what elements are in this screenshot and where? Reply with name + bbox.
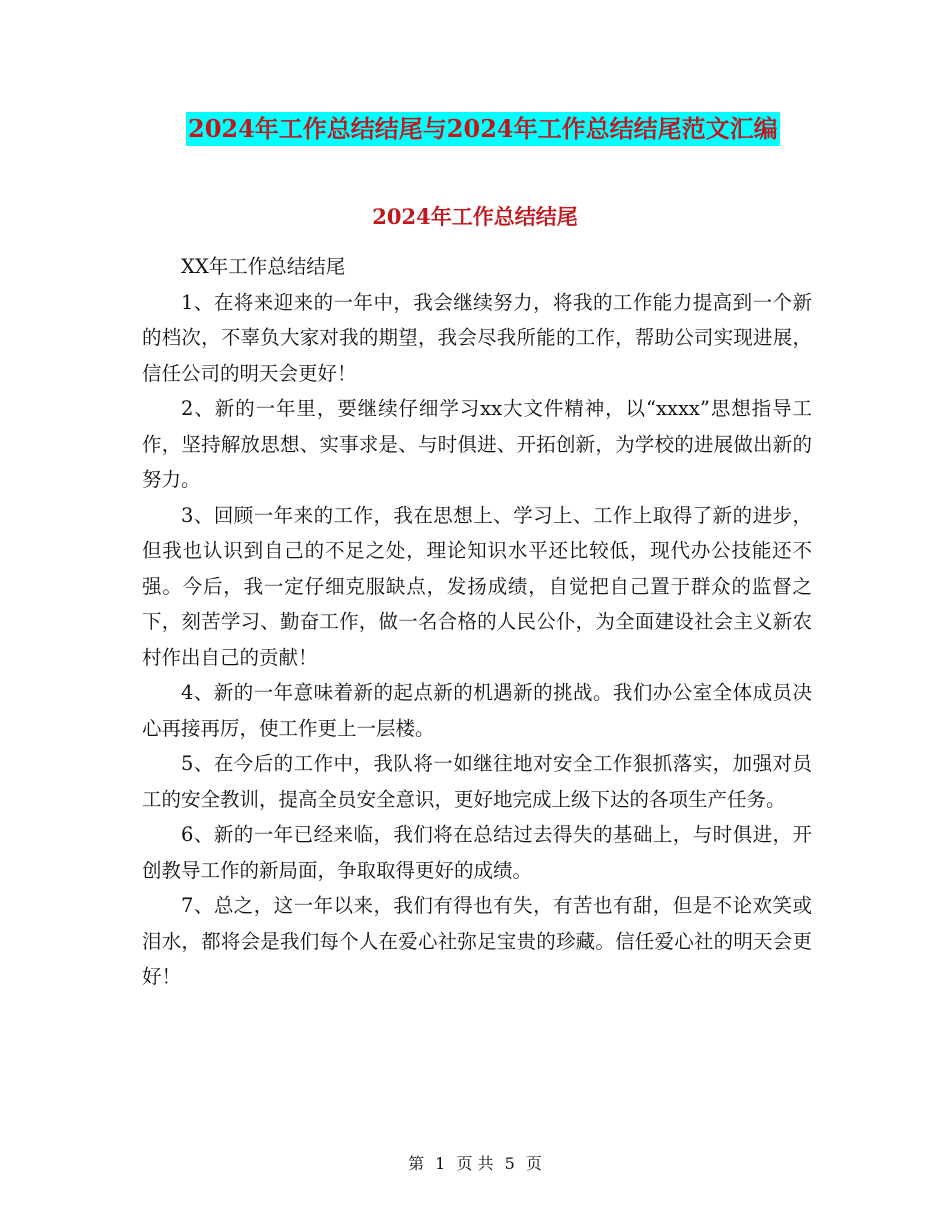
paragraph-7: 7、总之，这一年以来，我们有得也有失，有苦也有甜，但是不论欢笑或泪水，都将会是我们每个人在爱心社弥足宝贵的珍藏。信任爱心社的明天会更好！ [142,894,812,988]
footer-suffix: 页 [525,1154,542,1173]
footer-page-number: 1 [435,1154,446,1173]
document-body [142,249,812,995]
paragraph-1: 1、在将来迎来的一年中，我会继续努力，将我的工作能力提高到一个新的档次，不辜负大家对我的期望，我会尽我所能的工作，帮助公司实现进展，信任公司的明天会更好！ [142,290,812,385]
paragraph-4: 4、新的一年意味着新的起点新的机遇新的挑战。我们办公室全体成员决心再接再厉，使工作更上一层楼。 [142,681,812,740]
document-main-title: 2024年工作总结结尾与2024年工作总结结尾范文汇编 [186,112,780,146]
paragraph-6: 6、新的一年已经来临，我们将在总结过去得失的基础上，与时俱进，开创教导工作的新局面，争取取得更好的成绩。 [142,823,812,882]
paragraph-3: 3、回顾一年来的工作，我在思想上、学习上、工作上取得了新的进步，但我也认识到自己的不足之处，理论知识水平还比较低，现代办公技能还不强。今后，我一定仔细克服缺点，发扬成绩，自觉把自己置于群众的监督之下，刻苦学习、勤奋工作，做一名合格的人民公仆，为全面建设社会主义新农村作出自己的贡献！ [142,503,812,669]
subheading: XX年工作总结结尾 [181,255,346,278]
footer-total-pages: 5 [504,1154,515,1173]
footer-prefix: 第 [408,1154,425,1173]
paragraph-2: 2、新的一年里，要继续仔细学习xx大文件精神，以“xxxx”思想指导工作，坚持解放思想、实事求是、与时俱进、开拓创新，为学校的进展做出新的努力。 [142,397,812,491]
page-footer [0,1152,950,1176]
section-title: 2024年工作总结结尾 [372,204,578,229]
footer-middle: 页 共 [456,1154,494,1173]
paragraph-5: 5、在今后的工作中，我队将一如继往地对安全工作狠抓落实，加强对员工的安全教训，提高全员安全意识，更好地完成上级下达的各项生产任务。 [142,752,812,811]
